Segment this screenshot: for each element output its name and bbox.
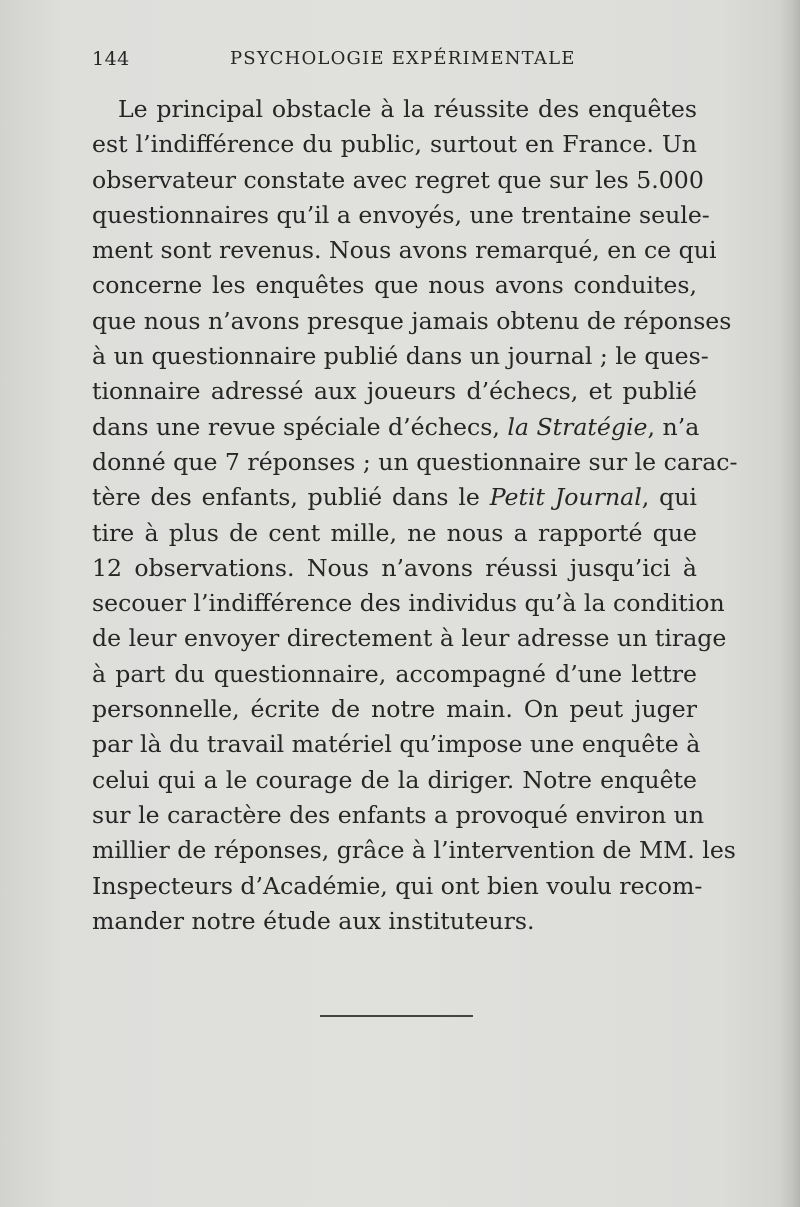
section-end-rule xyxy=(320,1015,473,1017)
text-segment: tère des enfants, publié dans le xyxy=(92,483,490,512)
text-line: que nous n’avons presque jamais obtenu de réponses xyxy=(92,306,732,335)
text-line: par là du travail matériel qu’impose une enquête à xyxy=(92,730,701,759)
text-line: 12 observations. Nous n’avons réussi jusqu’ici à xyxy=(92,553,697,582)
text-line: de leur envoyer directement à leur adresse un tirage xyxy=(92,624,727,653)
text-line: celui qui a le courage de la diriger. Notre enquête xyxy=(92,765,697,794)
text-line: observateur constate avec regret que sur les 5.000 xyxy=(92,165,704,194)
text-line-with-italic xyxy=(92,480,697,515)
text-line: tionnaire adressé aux joueurs d’échecs, et publié xyxy=(92,377,697,406)
text-line: questionnaires qu’il a envoyés, une trentaine seule- xyxy=(92,200,710,229)
text-segment: , qui xyxy=(641,483,697,512)
text-line: à part du questionnaire, accompagné d’une lettre xyxy=(92,659,697,688)
running-title: PSYCHOLOGIE EXPÉRIMENTALE xyxy=(230,48,576,69)
text-segment: , n’a xyxy=(647,412,700,441)
page-number: 144 xyxy=(92,48,130,70)
text-line: concerne les enquêtes que nous avons conduites, xyxy=(92,271,697,300)
page-header xyxy=(92,48,697,78)
text-line: tire à plus de cent mille, ne nous a rapporté que xyxy=(92,518,697,547)
text-line: Inspecteurs d’Académie, qui ont bien voulu recom- xyxy=(92,871,703,900)
text-line: est l’indifférence du public, surtout en France. Un xyxy=(92,130,697,159)
text-line-with-italic xyxy=(92,410,700,445)
body-paragraph xyxy=(92,92,738,939)
text-segment: dans une revue spéciale d’échecs, xyxy=(92,412,508,441)
text-line: personnelle, écrite de notre main. On peut juger xyxy=(92,695,697,724)
text-line: donné que 7 réponses ; un questionnaire sur le carac- xyxy=(92,447,738,476)
text-line: sur le caractère des enfants a provoqué environ un xyxy=(92,800,705,829)
text-line: Le principal obstacle à la réussite des enquêtes xyxy=(118,95,697,123)
text-line: ment sont revenus. Nous avons remarqué, en ce qui xyxy=(92,236,717,265)
page-edge-shadow xyxy=(778,0,800,1207)
text-line: à un questionnaire publié dans un journal ; le ques- xyxy=(92,342,709,371)
text-line: secouer l’indifférence des individus qu’à la condition xyxy=(92,589,725,618)
text-line: mander notre étude aux instituteurs. xyxy=(92,906,535,935)
text-line: millier de réponses, grâce à l’intervention de MM. les xyxy=(92,836,736,865)
italic-title-la-strategie: la Stratégie xyxy=(507,412,648,441)
italic-title-petit-journal: Petit Journal xyxy=(489,483,642,512)
